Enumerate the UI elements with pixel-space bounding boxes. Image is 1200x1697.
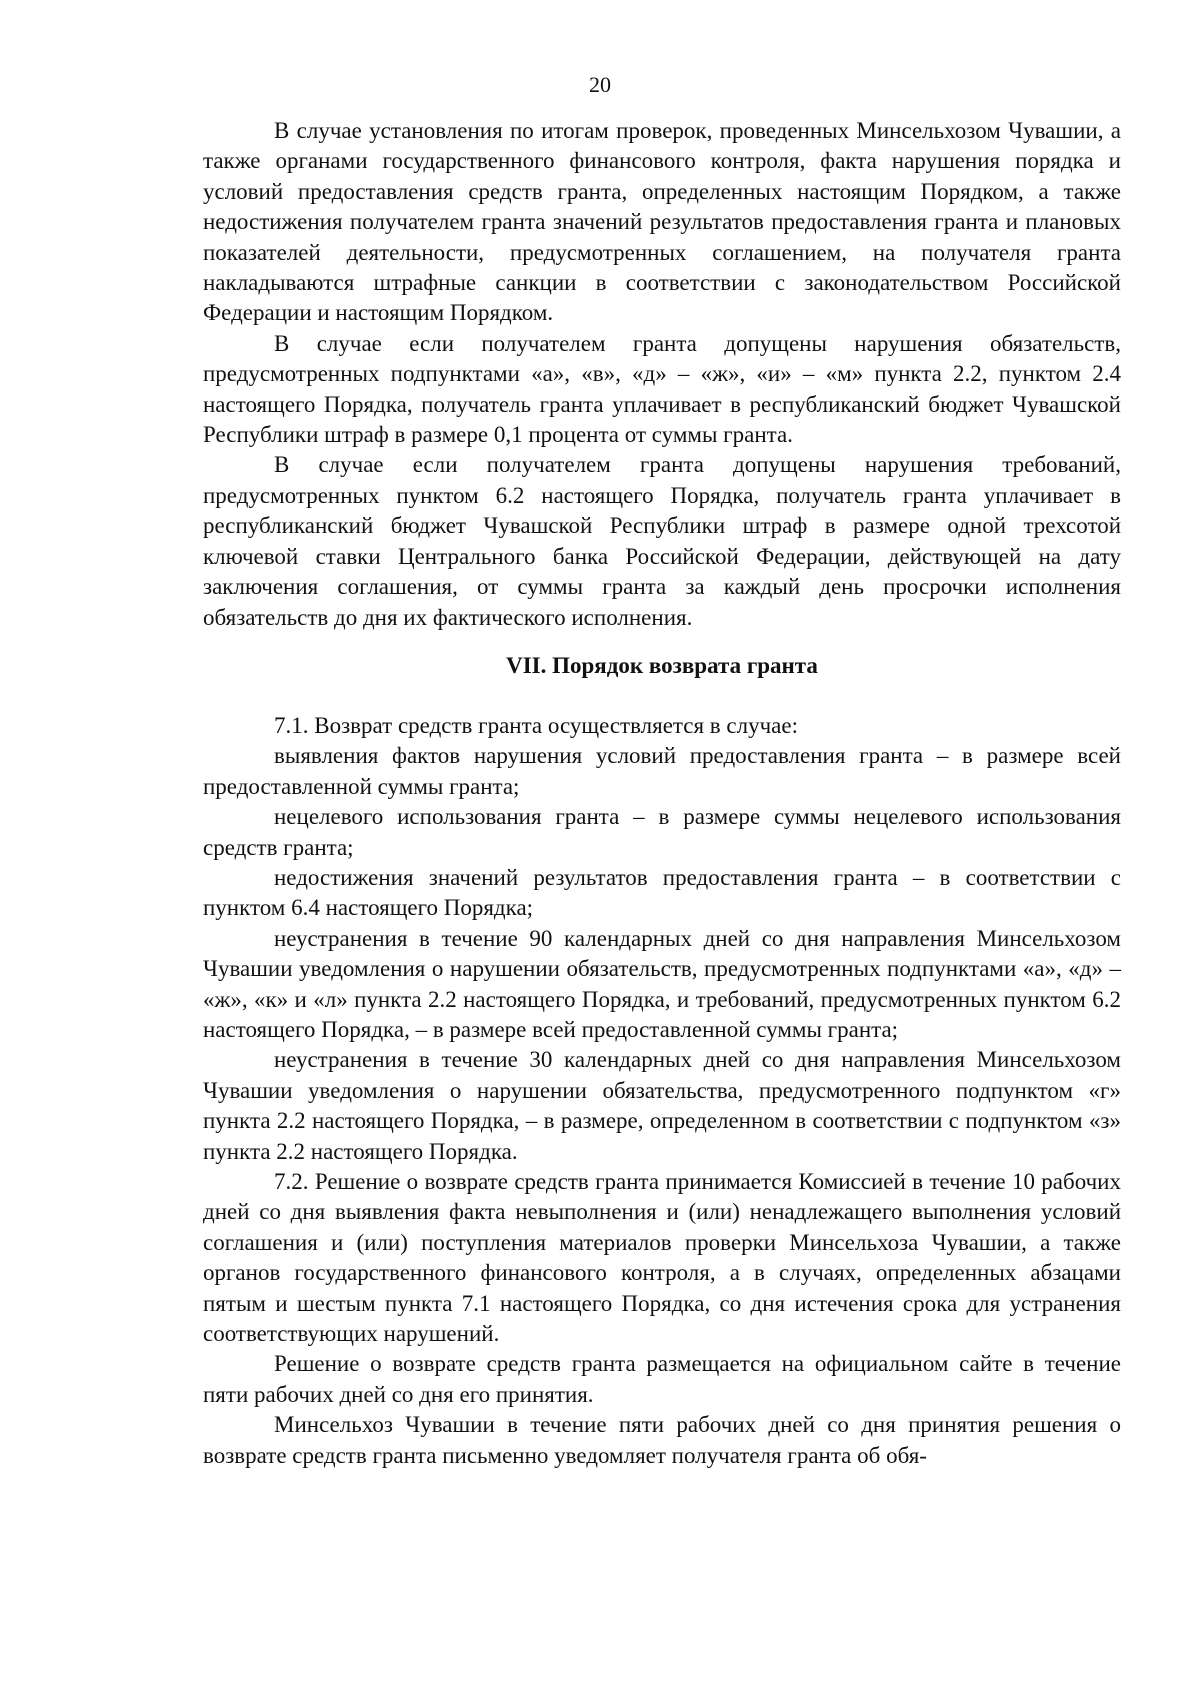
paragraph: Решение о возврате средств гранта размещается на официальном сайте в течение пяти рабочих дней со дня его принятия. [203,1351,1121,1407]
paragraph: 7.2. Решение о возврате средств гранта принимается Комиссией в течение 10 рабочих дней со дня выявления факта невыполнения и (или) ненадлежащего выполнения условий соглашения и (или) поступления материалов проверки Минсельхоза Чувашии, а также органов государственного финансового контроля, а в случаях, определенных абзацами пятым и шестым пункта 7.1 настоящего Порядка, со дня истечения срока для устранения соответствующих нарушений. [203,1169,1121,1347]
paragraph: нецелевого использования гранта – в размере суммы нецелевого использования средств гранта; [203,804,1121,860]
paragraph: В случае установления по итогам проверок, проведенных Минсельхозом Чувашии, а также органами государственного финансового контроля, факта нарушения порядка и условий предоставления средств гранта, определенных настоящим Порядком, а также недостижения получателем гранта значений результатов предоставления гранта и плановых показателей деятельности, предусмотренных соглашением, на получателя гранта накладываются штрафные санкции в соответствии с законодательством Российской Федерации и настоящим Порядком. [203,118,1121,326]
page-number: 20 [589,72,611,97]
paragraph: Минсельхоз Чувашии в течение пяти рабочих дней со дня принятия решения о возврате средств гранта письменно уведомляет получателя гранта об обя- [203,1412,1121,1468]
paragraph: В случае если получателем гранта допущены нарушения требований, предусмотренных пунктом 6.2 настоящего Порядка, получатель гранта уплачивает в республиканский бюджет Чувашской Республики штраф в размере одной трехсотой ключевой ставки Центрального банка Российской Федерации, действующей на дату заключения соглашения, от суммы гранта за каждый день просрочки исполнения обязательств до дня их фактического исполнения. [203,452,1121,630]
paragraph: выявления фактов нарушения условий предоставления гранта – в размере всей предоставленной суммы гранта; [203,743,1121,799]
document-body [203,116,1121,1471]
paragraph: В случае если получателем гранта допущены нарушения обязательств, предусмотренных подпунктами «а», «в», «д» – «ж», «и» – «м» пункта 2.2, пунктом 2.4 настоящего Порядка, получатель гранта уплачивает в республиканский бюджет Чувашской Республики штраф в размере 0,1 процента от суммы гранта. [203,330,1121,448]
paragraph: неустранения в течение 30 календарных дней со дня направления Минсельхозом Чувашии уведомления о нарушении обязательства, предусмотренного подпунктом «г» пункта 2.2 настоящего Порядка, – в размере, определенном в соответствии с подпунктом «з» пункта 2.2 настоящего Порядка. [203,1047,1121,1164]
paragraph: недостижения значений результатов предоставления гранта – в соответствии с пунктом 6.4 настоящего Порядка; [203,864,1121,921]
paragraph: 7.1. Возврат средств гранта осуществляется в случае: [274,712,798,738]
paragraph: неустранения в течение 90 календарных дней со дня направления Минсельхозом Чувашии уведомления о нарушении обязательств, предусмотренных подпунктами «а», «д» – «ж», «к» и «л» пункта 2.2 настоящего Порядка, и требований, предусмотренных пунктом 6.2 настоящего Порядка, – в размере всей предоставленной суммы гранта; [203,925,1121,1042]
section-heading: VII. Порядок возврата гранта [506,652,818,678]
